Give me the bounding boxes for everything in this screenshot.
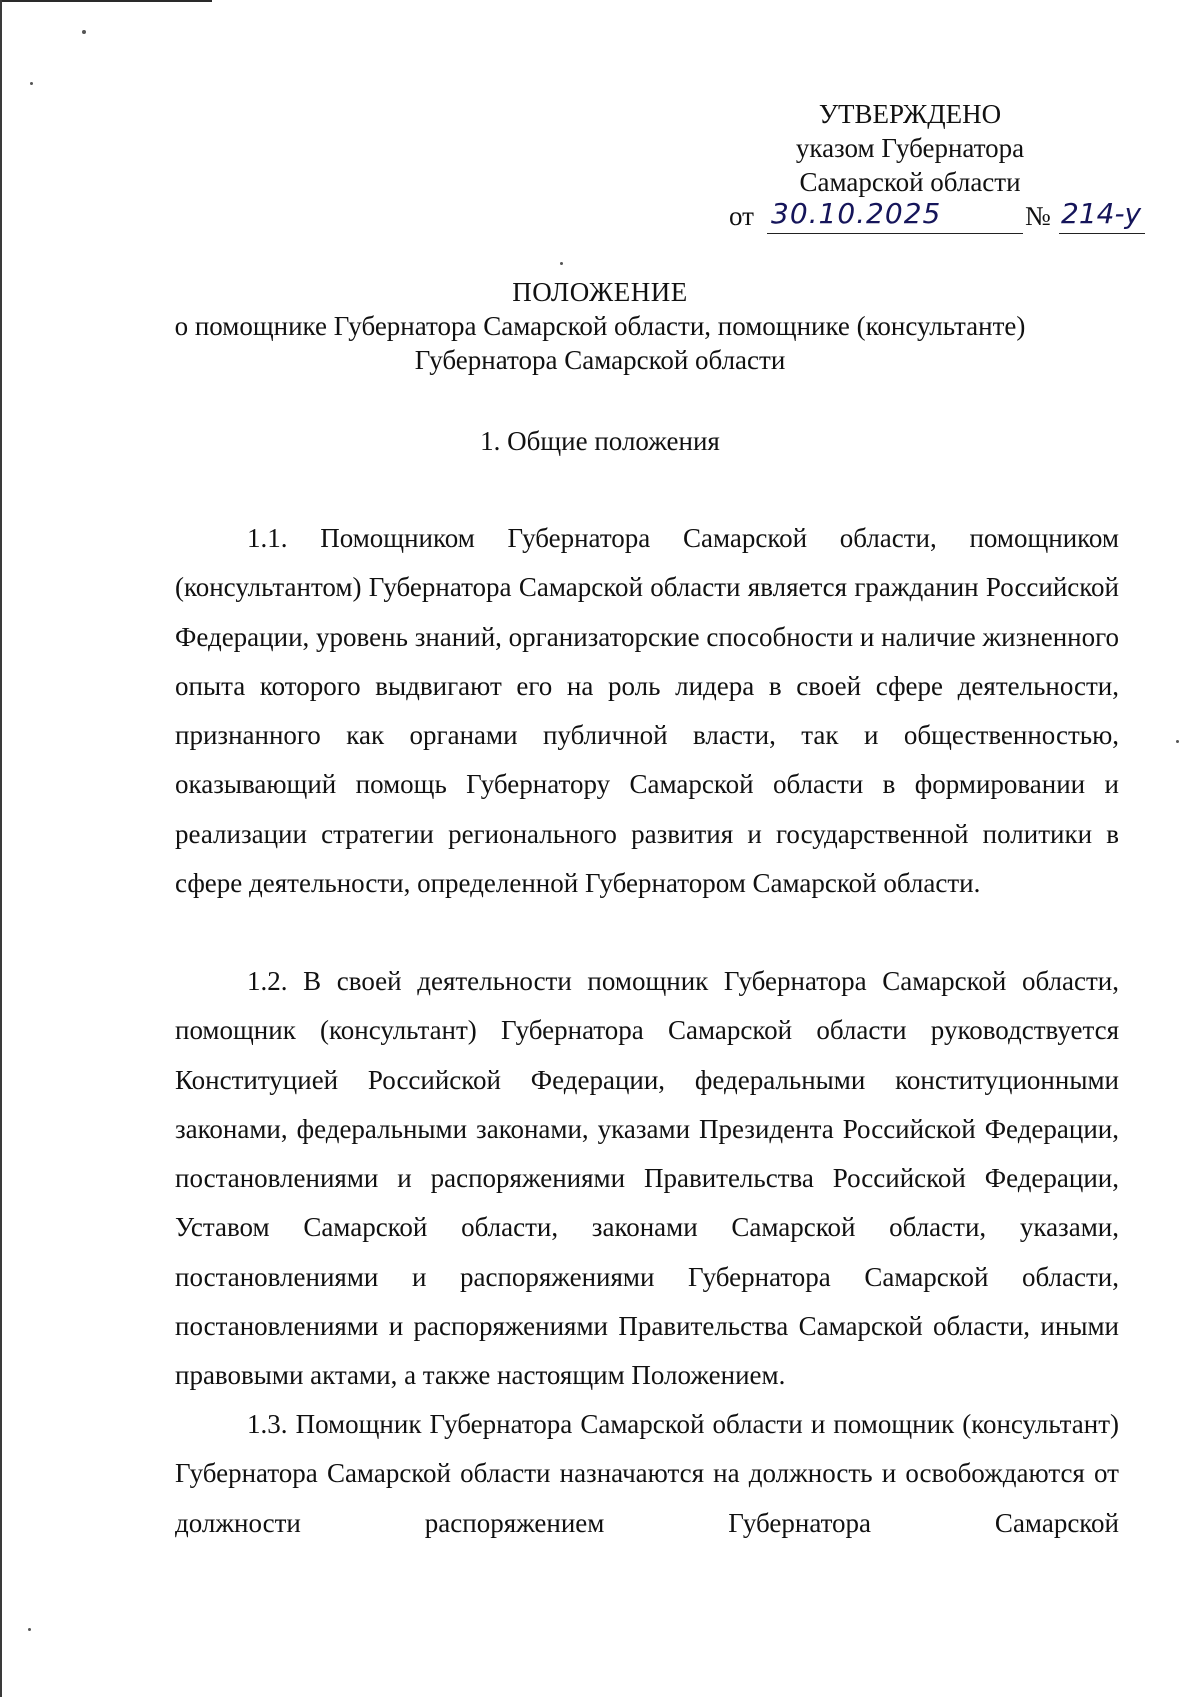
scan-edge-artifact (0, 0, 212, 2)
scan-speck (560, 262, 563, 265)
scan-speck (82, 30, 86, 34)
document-subtitle-line1: о помощнике Губернатора Самарской области, помощнике (консультанте) (174, 311, 1026, 341)
paragraph-1-2: 1.2. В своей деятельности помощник Губернатора Самарской области, помощник (консультант) Губернатора Самарской области руководствуется Конституцией Российской Федерации, федеральными конституционными законами, федеральными законами, указами Президента Российской Федерации, постановлениями и распоряжениями Правительства Российской Федерации, Уставом Самарской области, законами Самарской области, указами, постановлениями и распоряжениями Губернатора Самарской области, постановлениями и распоряжениями Правительства Самарской области, иными правовыми актами, а также настоящим Положением. (175, 966, 1119, 1391)
approval-region: Самарской области (799, 167, 1021, 197)
scan-speck (1176, 740, 1179, 743)
scan-speck (30, 82, 33, 85)
date-prefix: от (729, 201, 754, 231)
section-heading: 1. Общие положения (480, 426, 720, 456)
number-field (1059, 199, 1145, 234)
paragraph-1-1: 1.1. Помощником Губернатора Самарской области, помощником (консультантом) Губернатора Самарской области является гражданин Российской Федерации, уровень знаний, организаторские способности и наличие жизненного опыта которого выдвигают его на роль лидера в своей сфере деятельности, признанного как органами публичной власти, так и общественностью, оказывающий помощь Губернатору Самарской области в формировании и реализации стратегии регионального развития и государственной политики в сфере деятельности, определенной Губернатором Самарской области. (175, 523, 1119, 899)
handwritten-date: 30.10.2025 (771, 197, 942, 230)
number-prefix: № (1025, 201, 1051, 231)
approval-heading: УТВЕРЖДЕНО (818, 99, 1002, 129)
scan-edge-artifact (0, 0, 2, 1697)
document-subtitle-line2: Губернатора Самарской области (414, 345, 786, 375)
date-field (767, 199, 1023, 234)
scan-speck (28, 1628, 31, 1631)
approval-authority: указом Губернатора (795, 133, 1025, 163)
document-title: ПОЛОЖЕНИЕ (512, 277, 688, 307)
approval-date-row (729, 199, 1149, 235)
handwritten-number: 214-у (1061, 197, 1142, 230)
paragraph-1-3: 1.3. Помощник Губернатора Самарской области и помощник (консультант) Губернатора Самарской области назначаются на должность и освобождаются от должности распоряжением Губернатора Самарской (175, 1409, 1119, 1538)
